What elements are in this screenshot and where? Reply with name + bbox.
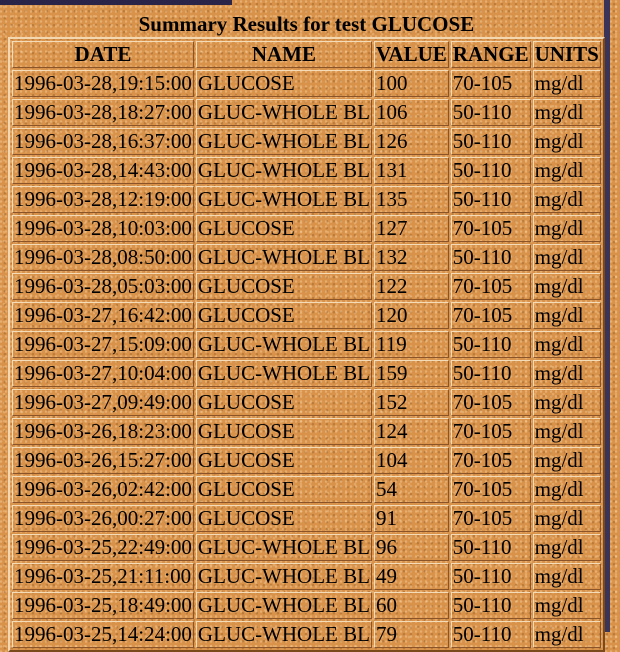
table-row: [12, 563, 601, 590]
units-cell: mg/dl: [533, 244, 601, 271]
name-cell: GLUCOSE: [196, 70, 372, 97]
table-row: [12, 186, 601, 213]
name-cell: GLUC-WHOLE BL: [197, 593, 370, 617]
table-row: [12, 534, 601, 561]
range-cell: 70-105: [451, 389, 531, 416]
date-cell: 1996-03-25,22:49:00: [14, 535, 192, 559]
value-cell: 119: [374, 331, 449, 358]
table-row: [12, 302, 601, 329]
range-cell: 50-110: [451, 331, 531, 358]
table-row: [12, 505, 601, 532]
date-cell: 1996-03-28,16:37:00: [14, 129, 192, 153]
table-row: [12, 360, 601, 387]
window-top-bar: [0, 0, 232, 5]
range-cell: 50-110: [451, 128, 531, 155]
table-row: [12, 476, 601, 503]
range-cell: 50-110: [451, 244, 531, 271]
name-cell: GLUC-WHOLE BL: [197, 100, 370, 124]
range-cell: 50-110: [451, 99, 531, 126]
value-cell: 159: [374, 360, 449, 387]
value-cell: 100: [374, 70, 449, 97]
range-cell: 70-105: [451, 447, 531, 474]
range-cell: 70-105: [451, 505, 531, 532]
units-cell: mg/dl: [533, 389, 601, 416]
units-cell: mg/dl: [533, 273, 601, 300]
date-cell: 1996-03-28,08:50:00: [14, 245, 192, 269]
value-cell: 91: [374, 505, 449, 532]
date-cell: 1996-03-27,10:04:00: [14, 361, 192, 385]
name-cell: GLUCOSE: [196, 476, 372, 503]
units-cell: mg/dl: [533, 360, 601, 387]
name-cell: GLUC-WHOLE BL: [197, 245, 370, 269]
units-cell: mg/dl: [533, 534, 601, 561]
table-title: Summary Results for test GLUCOSE: [138, 12, 475, 36]
table-body: [12, 70, 601, 648]
date-cell: 1996-03-27,15:09:00: [14, 332, 192, 356]
name-cell: GLUCOSE: [196, 447, 372, 474]
name-cell: GLUCOSE: [196, 418, 372, 445]
range-cell: 70-105: [451, 418, 531, 445]
name-cell: GLUCOSE: [196, 273, 372, 300]
value-cell: 54: [374, 476, 449, 503]
date-cell: 1996-03-27,09:49:00: [14, 390, 192, 414]
value-cell: 152: [374, 389, 449, 416]
units-cell: mg/dl: [533, 447, 601, 474]
results-table: [8, 8, 605, 652]
table-row: [12, 99, 601, 126]
units-cell: mg/dl: [533, 563, 601, 590]
table-row: [12, 128, 601, 155]
table-row: [12, 244, 601, 271]
value-cell: 135: [374, 186, 449, 213]
date-cell: 1996-03-25,14:24:00: [14, 622, 192, 646]
name-cell: GLUCOSE: [196, 302, 372, 329]
name-cell: GLUC-WHOLE BL: [197, 332, 370, 356]
date-cell: 1996-03-27,16:42:00: [14, 303, 192, 327]
units-cell: mg/dl: [533, 186, 601, 213]
date-cell: 1996-03-26,15:27:00: [14, 448, 192, 472]
value-cell: 131: [374, 157, 449, 184]
range-cell: 50-110: [451, 157, 531, 184]
column-header-units: UNITS: [534, 42, 599, 66]
units-cell: mg/dl: [533, 157, 601, 184]
units-cell: mg/dl: [533, 592, 601, 619]
units-cell: mg/dl: [533, 128, 601, 155]
range-cell: 50-110: [451, 360, 531, 387]
name-cell: GLUCOSE: [196, 505, 372, 532]
value-cell: 127: [374, 215, 449, 242]
value-cell: 79: [374, 621, 449, 648]
units-cell: mg/dl: [533, 215, 601, 242]
date-cell: 1996-03-28,19:15:00: [14, 71, 192, 95]
table-row: [12, 331, 601, 358]
column-header-date: DATE: [12, 41, 194, 68]
column-header-name: NAME: [196, 41, 372, 68]
table-row: [12, 389, 601, 416]
column-header-value: VALUE: [375, 42, 447, 66]
units-cell: mg/dl: [533, 621, 601, 648]
range-cell: 50-110: [451, 534, 531, 561]
value-cell: 120: [374, 302, 449, 329]
table-row: [12, 621, 601, 648]
units-cell: mg/dl: [533, 302, 601, 329]
name-cell: GLUCOSE: [196, 215, 372, 242]
table-row: [12, 447, 601, 474]
range-cell: 50-110: [451, 621, 531, 648]
table-row: [12, 418, 601, 445]
value-cell: 132: [374, 244, 449, 271]
units-cell: mg/dl: [533, 70, 601, 97]
table-row: [12, 215, 601, 242]
name-cell: GLUC-WHOLE BL: [197, 622, 370, 646]
name-cell: GLUC-WHOLE BL: [197, 564, 370, 588]
name-cell: GLUC-WHOLE BL: [197, 129, 370, 153]
date-cell: 1996-03-26,02:42:00: [14, 477, 192, 501]
table-row: [12, 592, 601, 619]
range-cell: 70-105: [451, 273, 531, 300]
date-cell: 1996-03-28,10:03:00: [14, 216, 192, 240]
header-row: [12, 41, 601, 68]
value-cell: 49: [374, 563, 449, 590]
range-cell: 50-110: [451, 563, 531, 590]
column-header-range: RANGE: [452, 42, 529, 66]
name-cell: GLUC-WHOLE BL: [197, 361, 370, 385]
range-cell: 70-105: [451, 302, 531, 329]
page-right-edge: [604, 0, 610, 632]
range-cell: 70-105: [451, 476, 531, 503]
range-cell: 70-105: [451, 70, 531, 97]
date-cell: 1996-03-26,18:23:00: [14, 419, 192, 443]
units-cell: mg/dl: [533, 418, 601, 445]
table-row: [12, 273, 601, 300]
value-cell: 122: [374, 273, 449, 300]
name-cell: GLUC-WHOLE BL: [197, 535, 370, 559]
value-cell: 124: [374, 418, 449, 445]
name-cell: GLUCOSE: [196, 389, 372, 416]
date-cell: 1996-03-25,18:49:00: [14, 593, 192, 617]
units-cell: mg/dl: [533, 476, 601, 503]
table-row: [12, 157, 601, 184]
name-cell: GLUC-WHOLE BL: [197, 187, 370, 211]
table-row: [12, 70, 601, 97]
range-cell: 50-110: [451, 592, 531, 619]
date-cell: 1996-03-28,05:03:00: [14, 274, 192, 298]
range-cell: 50-110: [451, 186, 531, 213]
date-cell: 1996-03-28,14:43:00: [14, 158, 192, 182]
value-cell: 126: [374, 128, 449, 155]
range-cell: 70-105: [451, 215, 531, 242]
units-cell: mg/dl: [533, 331, 601, 358]
units-cell: mg/dl: [533, 505, 601, 532]
value-cell: 96: [374, 534, 449, 561]
units-cell: mg/dl: [533, 99, 601, 126]
value-cell: 104: [374, 447, 449, 474]
date-cell: 1996-03-26,00:27:00: [14, 506, 192, 530]
table-header: [12, 41, 601, 68]
date-cell: 1996-03-28,12:19:00: [14, 187, 192, 211]
value-cell: 60: [374, 592, 449, 619]
name-cell: GLUC-WHOLE BL: [197, 158, 370, 182]
date-cell: 1996-03-28,18:27:00: [14, 100, 192, 124]
value-cell: 106: [374, 99, 449, 126]
date-cell: 1996-03-25,21:11:00: [12, 563, 194, 590]
